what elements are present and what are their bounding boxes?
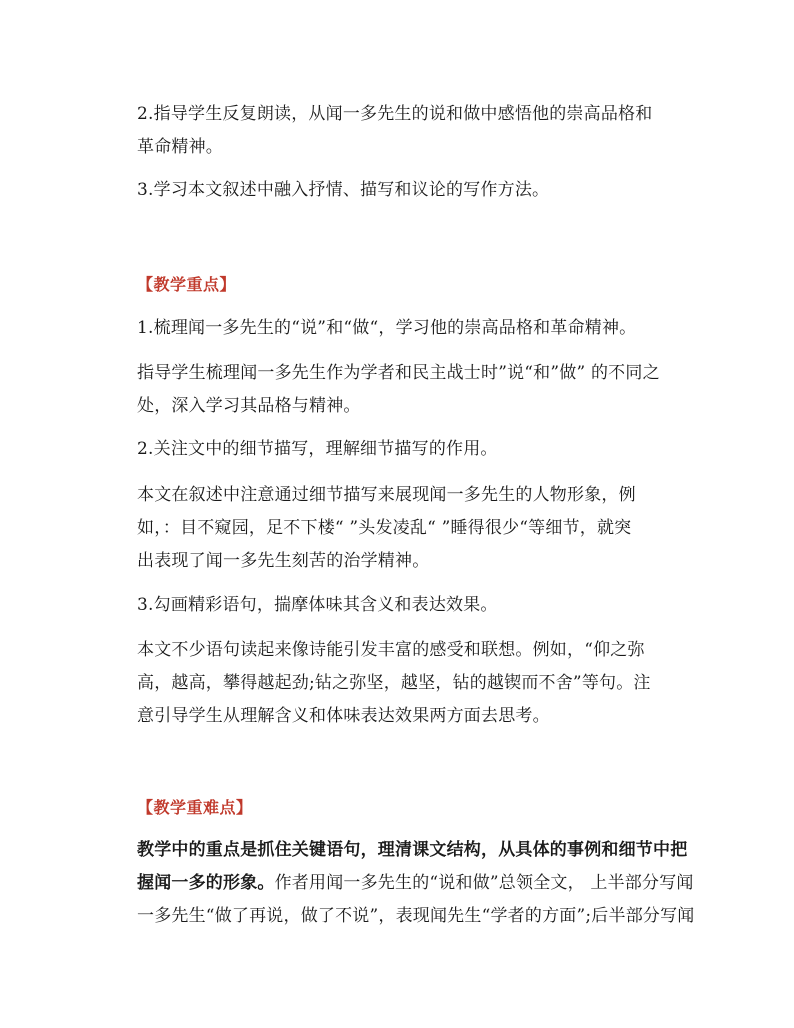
key-point-1-detail — [137, 357, 659, 423]
text-line: 3.学习本文叙述中融入抒情、描写和议论的写作方法。 — [137, 180, 550, 200]
key-point-3 — [137, 589, 659, 622]
objective-3 — [137, 174, 659, 207]
text-line: 高，越高，攀得越起劲;钻之弥坚，越坚，钻的越锲而不舍”等句。注 — [137, 673, 651, 693]
bold-text: 握闻一多的形象。 — [137, 873, 275, 893]
objective-2 — [137, 98, 659, 164]
key-point-1 — [137, 312, 659, 345]
text-line: 革命精神。 — [137, 137, 223, 157]
text-line — [137, 867, 694, 900]
text-line: 处，深入学习其品格与精神。 — [137, 396, 361, 416]
text-line: 一多先生“做了再说，做了不说”，表现闻先生“学者的方面”;后半部分写闻 — [137, 906, 695, 926]
text-line: 3.勾画精彩语句，揣摩体味其含义和表达效果。 — [137, 595, 498, 615]
key-point-3-detail — [137, 634, 659, 733]
text-line: 本文在叙述中注意通过细节描写来展现闻一多先生的人物形象，例 — [137, 485, 636, 505]
key-point-2 — [137, 433, 659, 466]
difficult-points-text — [137, 834, 695, 933]
text-line: 教学中的重点是抓住关键语句，理清课文结构，从具体的事例和细节中把 — [137, 840, 688, 860]
text-line: 出表现了闻一多先生刻苦的治学精神。 — [137, 551, 430, 571]
text-line: 1.梳理闻一多先生的“说”和“做“，学习他的崇高品格和革命精神。 — [137, 318, 637, 338]
text-line: 本文不少语句读起来像诗能引发丰富的感受和联想。例如，“仰之弥 — [137, 640, 645, 660]
key-points-heading: 【教学重点】 — [137, 275, 237, 294]
text-line: 2.关注文中的细节描写，理解细节描写的作用。 — [137, 439, 498, 459]
text-line: 指导学生梳理闻一多先生作为学者和民主战士时”说“和”做” 的不同之 — [137, 363, 660, 383]
key-point-2-detail — [137, 479, 659, 578]
text: 作者用闻一多先生的“说和做”总领全文， 上半部分写闻 — [274, 873, 694, 893]
text-line: 意引导学生从理解含义和体味表达效果两方面去思考。 — [137, 706, 550, 726]
text-line: 如，：目不窥园，足不下楼“ ”头发凌乱“ ”睡得很少“等细节，就突 — [137, 518, 632, 538]
text-line: 2.指导学生反复朗读，从闻一多先生的说和做中感悟他的崇高品格和 — [137, 104, 653, 124]
difficult-points-heading: 【教学重难点】 — [137, 798, 253, 817]
